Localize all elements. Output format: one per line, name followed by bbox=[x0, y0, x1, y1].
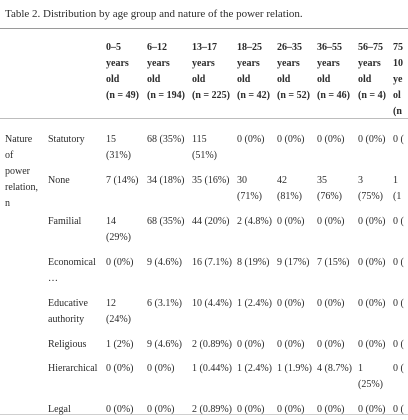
table-cell-line: 0 ( bbox=[393, 134, 404, 145]
column-header-line: years bbox=[277, 58, 300, 69]
row-label-line: None bbox=[48, 175, 70, 186]
table-cell bbox=[393, 337, 404, 353]
table-cell bbox=[106, 173, 139, 189]
column-header-line: 13–17 bbox=[192, 42, 217, 53]
table-cell-line: 6 (3.1%) bbox=[147, 298, 182, 309]
table-cell-line: (24%) bbox=[106, 314, 131, 325]
table-cell-line: 15 bbox=[106, 134, 116, 145]
table-cell-line: 9 (4.6%) bbox=[147, 339, 182, 350]
column-header-line: 36–55 bbox=[317, 42, 342, 53]
column-header-line: (n bbox=[393, 106, 402, 117]
column-header-line: old bbox=[192, 74, 206, 85]
column-header-line: years bbox=[317, 58, 340, 69]
column-header bbox=[393, 40, 403, 120]
row-label bbox=[48, 132, 85, 148]
column-header-line: old bbox=[358, 74, 372, 85]
table-cell bbox=[393, 361, 404, 377]
column-header-line: 26–35 bbox=[277, 42, 302, 53]
table-cell-line: (51%) bbox=[192, 150, 217, 161]
column-header-line: 56–75 bbox=[358, 42, 383, 53]
column-header-line: old bbox=[237, 74, 251, 85]
row-label bbox=[48, 296, 88, 328]
table-cell bbox=[317, 132, 345, 148]
table-cell bbox=[147, 214, 185, 230]
table-cell-line: 1 bbox=[358, 363, 363, 374]
table-cell-line: 8 (19%) bbox=[237, 257, 270, 268]
row-label bbox=[48, 402, 71, 418]
table-cell bbox=[192, 132, 217, 164]
row-label bbox=[48, 214, 81, 230]
table-cell bbox=[358, 337, 386, 353]
row-label-line: … bbox=[48, 273, 58, 284]
table-cell bbox=[317, 361, 352, 377]
table-header-rule bbox=[0, 118, 408, 119]
row-label-line: Familial bbox=[48, 216, 82, 227]
table-cell-line: (71%) bbox=[237, 191, 262, 202]
table-cell-line: (29%) bbox=[106, 232, 131, 243]
table-cell-line: 0 (0%) bbox=[277, 404, 305, 415]
stub-heading-line: Nature bbox=[5, 134, 33, 145]
table-cell bbox=[237, 402, 265, 418]
table-cell-line: 1 (2.4%) bbox=[237, 363, 272, 374]
column-header-line: (n = 42) bbox=[237, 90, 270, 101]
table-cell-line: 42 bbox=[277, 175, 287, 186]
table-cell-line: 7 (15%) bbox=[317, 257, 350, 268]
table-cell bbox=[317, 296, 345, 312]
table-cell bbox=[277, 402, 305, 418]
stub-heading-line: relation, bbox=[5, 182, 39, 193]
table-cell-line: 1 (1.9%) bbox=[277, 363, 312, 374]
table-cell-line: 1 (2%) bbox=[106, 339, 134, 350]
table-cell-line: 0 ( bbox=[393, 298, 404, 309]
table-cell-line: 0 (0%) bbox=[358, 404, 386, 415]
table-cell-line: 3 bbox=[358, 175, 363, 186]
table-cell-line: 0 (0%) bbox=[317, 216, 345, 227]
column-header-line: years bbox=[237, 58, 260, 69]
table-cell bbox=[358, 173, 383, 205]
column-header-line: (n = 225) bbox=[192, 90, 230, 101]
row-label bbox=[48, 361, 97, 377]
table-cell-line: 0 (0%) bbox=[277, 298, 305, 309]
table-cell bbox=[358, 132, 386, 148]
table-cell-line: (1 bbox=[393, 191, 402, 202]
table-cell-line: 0 (0%) bbox=[147, 404, 175, 415]
column-header-line: years bbox=[147, 58, 170, 69]
table-cell-line: 0 ( bbox=[393, 363, 404, 374]
column-header-line: years bbox=[192, 58, 215, 69]
row-label bbox=[48, 255, 96, 287]
table-cell bbox=[393, 296, 404, 312]
column-header-line: 75 bbox=[393, 42, 403, 53]
table-cell bbox=[237, 214, 272, 230]
column-header-line: ol bbox=[393, 90, 401, 101]
table-cell bbox=[317, 402, 345, 418]
table-caption bbox=[5, 7, 303, 21]
table-cell-line: 9 (17%) bbox=[277, 257, 310, 268]
table-cell bbox=[147, 173, 185, 189]
table-cell bbox=[147, 337, 182, 353]
table-cell bbox=[393, 214, 404, 230]
table-cell bbox=[106, 361, 134, 377]
table-cell-line: 44 (20%) bbox=[192, 216, 230, 227]
table-cell-line: 2 (0.89%) bbox=[192, 339, 232, 350]
table-cell-line: 0 (0%) bbox=[277, 216, 305, 227]
row-label-line: Statutory bbox=[48, 134, 85, 145]
table-cell-line: 0 ( bbox=[393, 216, 404, 227]
table-cell-line: 2 (4.8%) bbox=[237, 216, 272, 227]
table-cell-line: 0 ( bbox=[393, 257, 404, 268]
table-cell bbox=[358, 296, 386, 312]
table-cell bbox=[317, 255, 350, 271]
row-label bbox=[48, 337, 86, 353]
table-cell bbox=[192, 337, 232, 353]
table-cell-line: 7 (14%) bbox=[106, 175, 139, 186]
table-cell bbox=[317, 337, 345, 353]
table-cell bbox=[106, 402, 134, 418]
table-cell bbox=[393, 255, 404, 271]
table-cell-line: 0 (0%) bbox=[237, 134, 265, 145]
table-cell bbox=[358, 361, 383, 393]
column-header bbox=[358, 40, 386, 104]
row-label-line: Hierarchical bbox=[48, 363, 98, 374]
table-cell bbox=[277, 173, 302, 205]
table-cell bbox=[106, 255, 134, 271]
table-cell-line: (81%) bbox=[277, 191, 302, 202]
table-cell-line: 0 (0%) bbox=[317, 298, 345, 309]
column-header-line: 18–25 bbox=[237, 42, 262, 53]
table-cell-line: 1 bbox=[393, 175, 398, 186]
table-cell bbox=[237, 337, 265, 353]
column-header bbox=[106, 40, 139, 104]
table-cell-line: 10 (4.4%) bbox=[192, 298, 232, 309]
column-header-line: (n = 46) bbox=[317, 90, 350, 101]
column-header-line: years bbox=[358, 58, 381, 69]
table-cell-line: 0 (0%) bbox=[358, 339, 386, 350]
table-cell-line: (25%) bbox=[358, 379, 383, 390]
table-cell-line: 0 (0%) bbox=[358, 134, 386, 145]
table-cell bbox=[277, 337, 305, 353]
table-cell-line: 68 (35%) bbox=[147, 216, 185, 227]
table-cell bbox=[277, 361, 312, 377]
stub-heading bbox=[5, 132, 38, 212]
table-cell bbox=[277, 255, 310, 271]
table-cell bbox=[192, 296, 232, 312]
table-cell bbox=[147, 402, 175, 418]
column-header bbox=[277, 40, 310, 104]
table-cell-line: 0 (0%) bbox=[106, 363, 134, 374]
table-cell bbox=[106, 132, 131, 164]
table-cell bbox=[358, 214, 386, 230]
column-header-line: years bbox=[106, 58, 129, 69]
table-cell-line: (76%) bbox=[317, 191, 342, 202]
table-cell bbox=[358, 255, 386, 271]
column-header-line: 10 bbox=[393, 58, 403, 69]
table-cell-line: 14 bbox=[106, 216, 116, 227]
stub-heading-line: n bbox=[5, 198, 10, 209]
table-cell-line: 0 (0%) bbox=[277, 339, 305, 350]
row-label-line: Religious bbox=[48, 339, 87, 350]
table-cell-line: 0 (0%) bbox=[317, 339, 345, 350]
row-label bbox=[48, 173, 70, 189]
table-cell-line: 0 (0%) bbox=[106, 257, 134, 268]
table-cell bbox=[317, 173, 342, 205]
table-cell bbox=[237, 296, 272, 312]
table-cell-line: 0 (0%) bbox=[106, 404, 134, 415]
table-cell bbox=[192, 361, 232, 377]
table-cell-line: 115 bbox=[192, 134, 207, 145]
table-cell-line: 4 (8.7%) bbox=[317, 363, 352, 374]
table-cell bbox=[237, 173, 262, 205]
table-cell-line: 0 (0%) bbox=[358, 257, 386, 268]
table-cell bbox=[147, 132, 185, 148]
table-cell bbox=[106, 296, 131, 328]
table-cell bbox=[393, 132, 404, 148]
table-cell-line: 1 (2.4%) bbox=[237, 298, 272, 309]
table-cell bbox=[393, 402, 404, 418]
table-cell-line: 12 bbox=[106, 298, 116, 309]
table-cell bbox=[358, 402, 386, 418]
table-cell bbox=[106, 337, 134, 353]
table-cell bbox=[147, 296, 182, 312]
table-top-rule bbox=[0, 28, 408, 29]
column-header-line: ye bbox=[393, 74, 403, 85]
table-cell bbox=[192, 173, 230, 189]
table-cell-line: 9 (4.6%) bbox=[147, 257, 182, 268]
table-cell-line: 0 (0%) bbox=[358, 216, 386, 227]
column-header bbox=[237, 40, 270, 104]
table-cell-line: 0 (0%) bbox=[317, 134, 345, 145]
column-header-line: 6–12 bbox=[147, 42, 167, 53]
row-label-line: Legal bbox=[48, 404, 71, 415]
table-cell bbox=[147, 361, 175, 377]
column-header-line: old bbox=[277, 74, 291, 85]
column-header-line: old bbox=[147, 74, 161, 85]
stub-heading-line: power bbox=[5, 166, 30, 177]
column-header-line: 0–5 bbox=[106, 42, 121, 53]
table-cell-line: 0 (0%) bbox=[277, 134, 305, 145]
row-label-line: Educative bbox=[48, 298, 88, 309]
table-cell-line: 2 (0.89%) bbox=[192, 404, 232, 415]
table-cell bbox=[393, 173, 401, 205]
table-cell-line: 1 (0.44%) bbox=[192, 363, 232, 374]
stub-heading-line: of bbox=[5, 150, 14, 161]
table-cell bbox=[192, 255, 232, 271]
column-header-line: (n = 49) bbox=[106, 90, 139, 101]
table-cell-line: 0 (0%) bbox=[358, 298, 386, 309]
table-cell bbox=[317, 214, 345, 230]
table-cell-line: 16 (7.1%) bbox=[192, 257, 232, 268]
row-label-line: authority bbox=[48, 314, 85, 325]
table-cell bbox=[277, 132, 305, 148]
table-cell bbox=[277, 214, 305, 230]
table-cell-line: 0 ( bbox=[393, 404, 404, 415]
table-cell bbox=[237, 132, 265, 148]
row-label-line: Economical bbox=[48, 257, 96, 268]
table-cell bbox=[192, 214, 230, 230]
table-cell-line: 34 (18%) bbox=[147, 175, 185, 186]
table-cell bbox=[277, 296, 305, 312]
column-header-line: (n = 4) bbox=[358, 90, 386, 101]
table-cell-line: 30 bbox=[237, 175, 247, 186]
table-cell bbox=[192, 402, 232, 418]
table-cell-line: 68 (35%) bbox=[147, 134, 185, 145]
table-cell-line: (31%) bbox=[106, 150, 131, 161]
table-cell-line: 35 bbox=[317, 175, 327, 186]
table-cell-line: 0 (0%) bbox=[237, 404, 265, 415]
table-cell-line: 0 (0%) bbox=[237, 339, 265, 350]
column-header bbox=[147, 40, 185, 104]
table-cell bbox=[147, 255, 182, 271]
column-header-line: (n = 52) bbox=[277, 90, 310, 101]
column-header bbox=[192, 40, 230, 104]
column-header bbox=[317, 40, 350, 104]
table-cell bbox=[237, 255, 270, 271]
column-header-line: old bbox=[106, 74, 120, 85]
table-cell bbox=[106, 214, 131, 246]
table-cell-line: 0 (0%) bbox=[147, 363, 175, 374]
table-cell-line: (75%) bbox=[358, 191, 383, 202]
column-header-line: old bbox=[317, 74, 331, 85]
table-cell-line: 0 (0%) bbox=[317, 404, 345, 415]
table-cell-line: 0 ( bbox=[393, 339, 404, 350]
table-cell bbox=[237, 361, 272, 377]
table-cell-line: 35 (16%) bbox=[192, 175, 230, 186]
caption-text: Table 2. Distribution by age group and nature of the power relation. bbox=[5, 8, 303, 20]
column-header-line: (n = 194) bbox=[147, 90, 185, 101]
